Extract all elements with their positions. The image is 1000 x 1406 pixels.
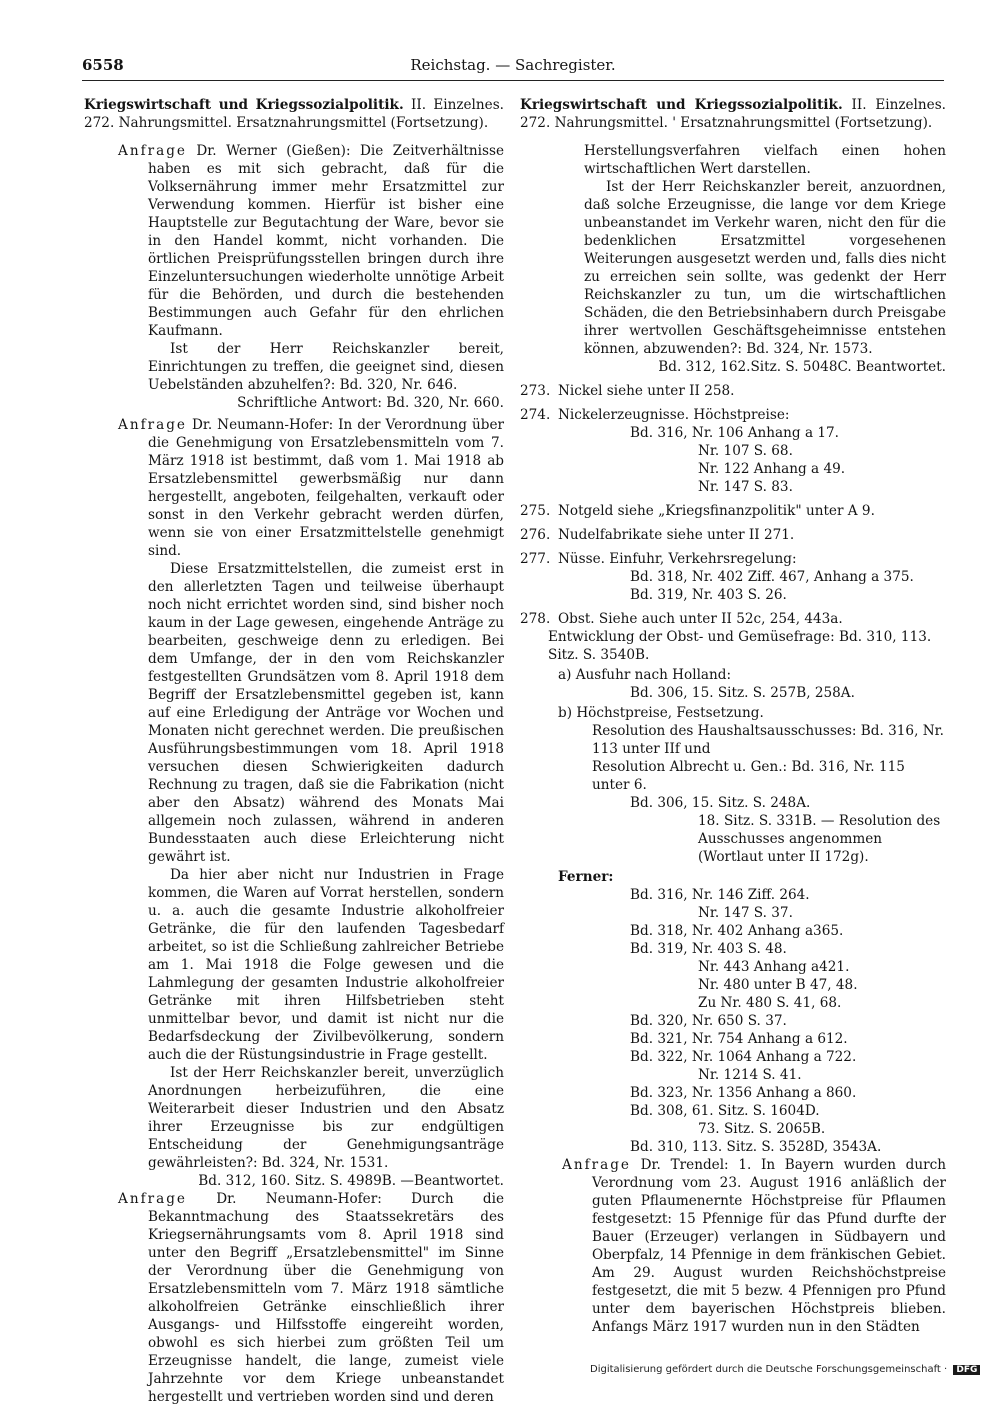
entry-text: Notgeld siehe „Kriegsfinanzpolitik" unter A 9. bbox=[558, 503, 875, 519]
left-column bbox=[84, 96, 504, 1406]
reference-line: Bd. 321, Nr. 754 Anhang a 612. bbox=[630, 1031, 848, 1047]
continued-question: Ist der Herr Reichskanzler bereit, anzuordnen, daß solche Erzeugnisse, die lange vor dem Kriege unbeanstandet im Verkehr waren, nicht den für die bedenklichen Ersatzmittel vorgesehenen Weiterungen ausgesetzt werden und, falls dies nicht zu erreichen sein sollte, was gedenkt der Herr Reichskanzler zu tun, um die wirtschaftlichen Schäden, die den Betriebsinhabern durch Preisgabe ihrer wertvollen Geschäftsgeheimnisse entstehen können, abzuwenden?: Bd. 324, Nr. 1573. bbox=[584, 179, 946, 357]
section-heading-rest: II. Einzelnes. 272. Nahrungsmittel. ' Ersatznahrungsmittel (Fortsetzung). bbox=[520, 97, 947, 131]
reference-line: Nr. 122 Anhang a 49. bbox=[698, 461, 846, 477]
entry-text: Obst. Siehe auch unter II 52c, 254, 443a. bbox=[558, 611, 843, 627]
anfrage-neumann-hofer-2 bbox=[84, 1190, 504, 1406]
page-number: 6558 bbox=[82, 56, 124, 74]
entry-number: 276. bbox=[520, 527, 551, 543]
resolution-line: Resolution des Haushaltsausschusses: Bd. 316, Nr. 113 unter IIf und bbox=[592, 723, 944, 757]
section-heading-bold: Kriegswirtschaft und Kriegssozialpolitik. bbox=[520, 97, 843, 113]
reference-line: Bd. 306, 15. Sitz. S. 257B, 258A. bbox=[630, 685, 855, 701]
anfrage-paragraph: Da hier aber nicht nur Industrien in Frage kommen, die Waren auf Vorrat herstellen, sondern u. a. auch die gesamte Industrie alkoholfreier Getränke, die für den laufenden Tagesbedarf arbeitet, so ist die Schließung zahlreicher Betriebe am 1. Mai 1918 die Folge gewesen und die Lahmlegung der gesamten Industrie alkoholfreier Getränke mit ihren Hilfsbetrieben steht unmittelbar bevor, und damit ist nicht nur die Bedarfsdeckung der Zivilbevölkerung, sondern auch die der Rüstungsindustrie in Frage gestellt. bbox=[148, 867, 504, 1063]
entry-number: 277. bbox=[520, 551, 551, 567]
reference-line: Bd. 318, Nr. 402 Anhang a365. bbox=[630, 923, 844, 939]
reference-line: Nr. 147 S. 83. bbox=[698, 479, 793, 495]
reference-line: Bd. 320, Nr. 650 S. 37. bbox=[630, 1013, 787, 1029]
continued-text: Herstellungsverfahren vielfach einen hohen wirtschaftlichen Wert darstellen. bbox=[584, 143, 946, 177]
entry-subline: Entwicklung der Obst- und Gemüsefrage: Bd. 310, 113. Sitz. S. 3540B. bbox=[548, 629, 932, 663]
header-rule bbox=[82, 80, 944, 81]
reference-line: Bd. 308, 61. Sitz. S. 1604D. bbox=[630, 1103, 820, 1119]
entry-text: Nickelerzeugnisse. Höchstpreise: bbox=[558, 407, 790, 423]
reference-line: 18. Sitz. S. 331B. — Resolution des Ausschusses angenommen (Wortlaut unter II 172g). bbox=[698, 813, 941, 865]
reference-line: Bd. 310, 113. Sitz. S. 3528D, 3543A. bbox=[630, 1139, 882, 1155]
entry-274 bbox=[520, 406, 946, 496]
anfrage-werner-question: Ist der Herr Reichskanzler bereit, Einrichtungen zu treffen, die geeignet sind, diesen Uebelständen abzuhelfen?: Bd. 320, Nr. 646. bbox=[148, 341, 504, 393]
running-title: Reichstag. — Sachregister. bbox=[410, 56, 616, 74]
footer-credit bbox=[590, 1364, 980, 1375]
reference-line: Bd. 318, Nr. 402 Ziff. 467, Anhang a 375. bbox=[630, 569, 914, 585]
entry-number: 273. bbox=[520, 383, 551, 399]
anfrage-text: Dr. Neumann-Hofer: Durch die Bekanntmachung des Staatssekretärs des Kriegsernährungsamts vom 8. April 1918 sind unter den Begriff „Ersatzlebensmittel" im Sinne der Verordnung über die Genehmigung von Ersatzlebensmitteln vom 7. März 1918 sämtliche alkoholfreien Getränke einschließlich ihrer Ausgangs- und Hilfsstoffe eingereiht worden, obwohl es sich hierbei zum größten Teil um Erzeugnisse handelt, die lange, zumeist viele Jahrzehnte vor dem Kriege unbeanstandet hergestellt und vertrieben worden sind und deren bbox=[148, 1191, 504, 1405]
entry-273 bbox=[520, 382, 946, 400]
continued-answer: Bd. 312, 162.Sitz. S. 5048C. Beantwortet. bbox=[658, 359, 946, 375]
subsection-b-label: b) Höchstpreise, Festsetzung. bbox=[558, 705, 764, 721]
reference-line: Bd. 319, Nr. 403 S. 48. bbox=[630, 941, 787, 957]
anfrage-answer: Bd. 312, 160. Sitz. S. 4989B. —Beantwortet. bbox=[198, 1173, 504, 1189]
reference-line: Bd. 319, Nr. 403 S. 26. bbox=[630, 587, 787, 603]
subsection-a-label: a) Ausfuhr nach Holland: bbox=[558, 667, 732, 683]
reference-line: Nr. 1214 S. 41. bbox=[698, 1067, 802, 1083]
reference-line: Bd. 316, Nr. 146 Ziff. 264. bbox=[630, 887, 810, 903]
anfrage-text: Dr. Trendel: 1. In Bayern wurden durch Verordnung vom 23. August 1916 anläßlich der guten Pflaumenernte Höchstpreise für Pflaumen festgesetzt: 15 Pfennige für das Pfund durfte der Bauer (Erzeuger) verlangen in Südbayern und Oberpfalz, 14 Pfennige in dem fränkischen Gebiet. Am 29. August wurden Reichshöchstpreise festgesetzt, die mit 5 bezw. 4 Pfennigen pro Pfund unter dem bayerischen Höchstpreis blieben. Anfangs März 1917 wurden nun in den Städten bbox=[592, 1157, 946, 1335]
entry-276 bbox=[520, 526, 946, 544]
anfrage-lead: Anfrage bbox=[118, 143, 187, 159]
anfrage-paragraph: Ist der Herr Reichskanzler bereit, unverzüglich Anordnungen herbeizuführen, die eine Weiterarbeit dieser Industrien und den Absatz ihrer Erzeugnisse bis zur endgültigen Entscheidung der Genehmigungsanträge gewährleisten?: Bd. 324, Nr. 1531. bbox=[148, 1065, 504, 1171]
section-heading-right bbox=[520, 96, 946, 132]
reference-line: Bd. 323, Nr. 1356 Anhang a 860. bbox=[630, 1085, 857, 1101]
anfrage-werner bbox=[84, 142, 504, 340]
anfrage-neumann-hofer-1 bbox=[84, 416, 504, 560]
reference-line: Nr. 107 S. 68. bbox=[698, 443, 793, 459]
reference-line: Zu Nr. 480 S. 41, 68. bbox=[698, 995, 842, 1011]
entry-275 bbox=[520, 502, 946, 520]
entry-text: Nickel siehe unter II 258. bbox=[558, 383, 735, 399]
section-heading-left bbox=[84, 96, 504, 132]
anfrage-lead: Anfrage bbox=[562, 1157, 631, 1173]
section-heading-bold: Kriegswirtschaft und Kriegssozialpolitik. bbox=[84, 97, 404, 113]
ferner-label: Ferner: bbox=[558, 869, 614, 885]
anfrage-text: Dr. Werner (Gießen): Die Zeitverhältnisse haben es mit sich gebracht, daß für die Volksernährung immer mehr Ersatzmittel zur Verwendung kommen. Hierfür ist bisher eine Hauptstelle zur Begutachtung der Ware, bevor sie in den Handel kommt, nicht vorhanden. Die örtlichen Preisprüfungsstellen bringen durch ihre Einzeluntersuchungen wiederholte unnötige Arbeit für die Behörden, und durch die bestehenden Bestimmungen auch Gefahr für den ehrlichen Kaufmann. bbox=[148, 143, 504, 339]
reference-line: Bd. 322, Nr. 1064 Anhang a 722. bbox=[630, 1049, 857, 1065]
entry-text: Nüsse. Einfuhr, Verkehrsregelung: bbox=[558, 551, 797, 567]
footer-text: Digitalisierung gefördert durch die Deutsche Forschungsgemeinschaft · bbox=[590, 1364, 948, 1375]
section-heading-rest: II. Einzelnes. 272. Nahrungsmittel. Ersatznahrungsmittel (Fortsetzung). bbox=[84, 97, 505, 131]
entry-number: 274. bbox=[520, 407, 551, 423]
anfrage-werner-answer: Schriftliche Antwort: Bd. 320, Nr. 660. bbox=[237, 395, 504, 411]
entry-number: 275. bbox=[520, 503, 551, 519]
reference-line: Nr. 443 Anhang a421. bbox=[698, 959, 850, 975]
anfrage-lead: Anfrage bbox=[118, 417, 187, 433]
dfg-logo: DFG bbox=[953, 1365, 980, 1375]
reference-line: Bd. 306, 15. Sitz. S. 248A. bbox=[630, 795, 811, 811]
anfrage-paragraph: Diese Ersatzmittelstellen, die zumeist erst in den allerletzten Tagen und teilweise überhaupt noch nicht errichtet worden sind, sind bisher noch kaum in der Lage gewesen, eingehende Anträge zu bearbeiten, geschweige denn zu erledigen. Bei dem Umfange, der in den vom Reichskanzler festgestellten Grundsätzen vom 8. April 1918 dem Begriff der Ersatzlebensmittel gegeben ist, kann auf eine Erledigung der Anträge vor Wochen und Monaten nicht gerechnet werden. Die preußischen Ausführungsbestimmungen vom 18. April 1918 versuchen diesen Schwierigkeiten dadurch Rechnung zu tragen, daß sie die Fabrikation (nicht aber den Absatz) während des Monats Mai allgemein noch zulassen, während in anderen Bundesstaaten auch diese Erleichterung nicht gewährt ist. bbox=[148, 561, 504, 865]
reference-line: Nr. 480 unter B 47, 48. bbox=[698, 977, 858, 993]
right-column bbox=[520, 96, 946, 1336]
anfrage-text: Dr. Neumann-Hofer: In der Verordnung über die Genehmigung von Ersatzlebensmitteln vom 7. März 1918 ist bestimmt, daß vom 1. Mai 1918 ab Ersatzlebensmittel gewerbsmäßig nur dann hergestellt, angeboten, feilgehalten, verkauft oder sonst in den Verkehr gebracht werden dürfen, wenn sie von einer Ersatzmittelstelle genehmigt sind. bbox=[148, 417, 504, 559]
entry-277 bbox=[520, 550, 946, 604]
page-header bbox=[82, 56, 944, 78]
reference-line: Nr. 147 S. 37. bbox=[698, 905, 793, 921]
resolution-line: Resolution Albrecht u. Gen.: Bd. 316, Nr. 115 unter 6. bbox=[592, 759, 905, 793]
entry-text: Nudelfabrikate siehe unter II 271. bbox=[558, 527, 795, 543]
reference-line: 73. Sitz. S. 2065B. bbox=[698, 1121, 826, 1137]
entry-number: 278. bbox=[520, 611, 551, 627]
anfrage-lead: Anfrage bbox=[118, 1191, 187, 1207]
anfrage-trendel bbox=[558, 1156, 946, 1336]
entry-278 bbox=[520, 610, 946, 1336]
reference-line: Bd. 316, Nr. 106 Anhang a 17. bbox=[630, 425, 839, 441]
